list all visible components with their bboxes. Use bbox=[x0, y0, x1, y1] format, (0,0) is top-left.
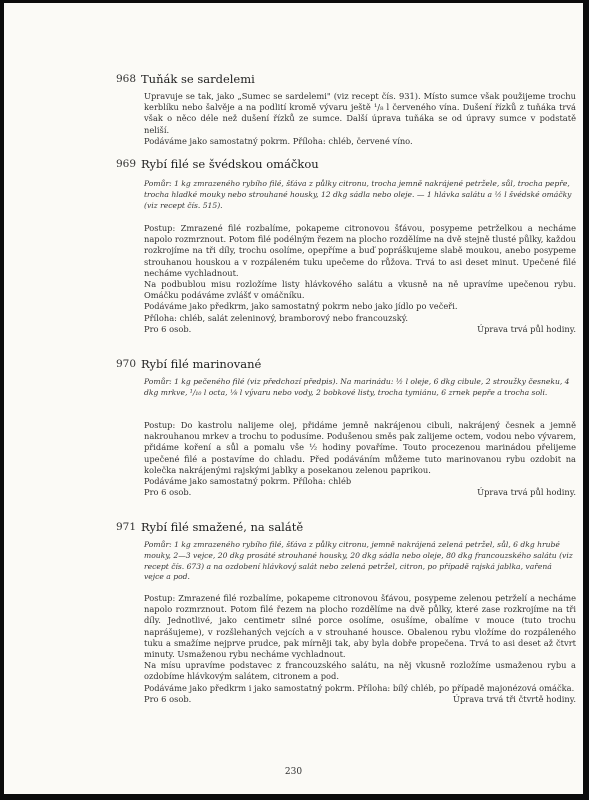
servings: Pro 6 osob. bbox=[144, 323, 192, 334]
recipe-paragraph: Podáváme jako předkrm i jako samostatný pokrm. Příloha: bílý chléb, po případě majonézová omáčka. bbox=[144, 682, 575, 693]
recipe-number: 970 bbox=[116, 358, 137, 370]
cookbook-page bbox=[4, 3, 583, 794]
recipe-paragraph: Upravuje se tak, jako „Sumec se sardelemi" (viz recept čís. 931). Místo sumce však použijeme trochu kerblíku nebo šalvěje a na podlití kromě vývaru ještě ¹/₈ l červeného vína. Dušení řízků z tuňáka trvá však o něco déle než dušení řízků ze sumce. Další úprava tuňáka se od úpravy sumce v podstatě neliší. bbox=[144, 91, 576, 135]
recipe-body bbox=[144, 223, 576, 335]
recipe-number: 971 bbox=[116, 521, 137, 533]
recipe-ingredients: Pomůr: 1 kg zmrazeného rybího filé, šťáva z půlky citronu, jemně nakrájená zelená petržel, sůl, 6 dkg hrubé mouky, 2—3 vejce, 20 dkg prosáté strouhané housky, 20 dkg sádla nebo oleje, 80 dkg francouzského salátu (viz recept čís. 673) a na ozdobení hlávkový salát nebo zelená petržel, citron, po případě rajská jablka, vařená vejce a pod. bbox=[144, 540, 573, 582]
recipe-footer bbox=[144, 324, 576, 335]
recipe-title: Tuňák se sardelemi bbox=[141, 72, 255, 86]
servings: Pro 6 osob. bbox=[144, 693, 192, 704]
recipe-paragraph: Postup: Zmrazené filé rozbalíme, pokapeme citronovou šťávou, posypeme petrželkou a necháme napolo rozmrznout. Potom filé podélným řezem na plocho rozdělíme na dvě stejně tlusté půlky, každou rozkrojíme na tři díly, trochu osolíme, opepříme a buď popráškujeme slabě moukou, anebo posypeme strouhanou houskou a v rozpáleném tuku upečeme do růžova. Trvá to asi deset minut. Upečené filé necháme vychladnout. bbox=[144, 223, 576, 278]
recipe-ingredients: Pomůr: 1 kg pečeného filé (viz předchozí předpis). Na marinádu: ½ l oleje, 6 dkg cibule, 2 stroužky česneku, 4 dkg mrkve, ¹/₁₀ l octa, ⅛ l vývaru nebo vody, 2 bobkové listy, trocha tymiánu, 6 zrnek pepře a trocha soli. bbox=[144, 377, 570, 397]
recipe-paragraph: Podáváme jako samostatný pokrm. Příloha: chléb bbox=[144, 476, 352, 487]
recipe-title: Rybí filé marinované bbox=[141, 357, 262, 371]
recipe-footer bbox=[144, 487, 576, 498]
recipe-paragraph: Postup: Do kastrolu nalijeme olej, přidáme jemně nakrájenou cibuli, nakrájený česnek a jemně nakrouhanou mrkev a trochu to podusíme. Podušenou směs pak zalijeme octem, vodou nebo vývarem, přidáme koření a sůl a pomalu vše ½ hodiny povaříme. Touto procezenou marinádou přelijeme upečené filé a postavíme do chladu. Před podáváním můžeme tuto marinovanou rybu ozdobit na kolečka nakrájenými rajskými jablky a posekanou zelenou paprikou. bbox=[144, 420, 576, 475]
recipe-ingredients: Pomůr: 1 kg zmrazeného rybího filé, šťáva z půlky citronu, trocha jemně nakrájené petržele, sůl, trocha pepře, trocha hladké mouky nebo strouhané housky, 12 dkg sádla nebo oleje. — 1 hlávka salátu a ½ l švédské omáčky (viz recept čís. 515). bbox=[144, 179, 572, 210]
recipe-number: 968 bbox=[116, 73, 137, 85]
recipe-title: Rybí filé smažené, na salátě bbox=[141, 520, 304, 534]
servings: Pro 6 osob. bbox=[144, 487, 192, 498]
recipe-paragraph: Na mísu upravíme podstavec z francouzského salátu, na něj vkusně rozložíme usmaženou rybu a ozdobíme hlávkovým salátem, citronem a pod. bbox=[144, 660, 576, 682]
recipe-paragraph: Podáváme jako předkrm, jako samostatný pokrm nebo jako jídlo po večeři. bbox=[144, 301, 458, 312]
recipe-paragraph: Na podbublou misu rozložíme listy hlávkového salátu a vkusně na ně upravíme upečenou rybu. Omáčku podáváme zvlášť v omáčníku. bbox=[144, 279, 576, 301]
page-number: 230 bbox=[284, 767, 303, 777]
recipe-body bbox=[144, 593, 576, 705]
prep-time: Úprava trvá půl hodiny. bbox=[477, 323, 576, 334]
recipe-paragraph: Podáváme jako samostatný pokrm. Příloha: chléb, červené víno. bbox=[144, 135, 413, 146]
prep-time: Úprava trvá půl hodiny. bbox=[477, 487, 576, 498]
recipe-title: Rybí filé se švédskou omáčkou bbox=[141, 157, 319, 171]
recipe-body bbox=[144, 420, 576, 498]
recipe-paragraph: Příloha: chléb, salát zeleninový, bramborový nebo francouzský. bbox=[144, 312, 408, 323]
recipe-number: 969 bbox=[116, 158, 137, 170]
recipe-paragraph: Postup: Zmrazené filé rozbalíme, pokapeme citronovou šťávou, posypeme zelenou petrželí a necháme napolo rozmrznout. Potom filé řezem na plocho rozdělíme na dvě půlky, které zase rozkrojíme na tři díly. Jednotlivé, jako centimetr silné porce osolíme, osušíme, obalíme v mouce (tuto trochu naprášujeme), v rozšlehaných vejcích a v strouhané housce. Obalenou rybu vložíme do rozpáleného tuku a smažíme nejprve prudce, pak mírněji tak, aby byla dobře propečena. Trvá to asi deset až čtvrt minuty. Usmaženou rybu necháme vychladnout. bbox=[144, 593, 576, 660]
recipe-footer bbox=[144, 694, 576, 705]
prep-time: Úprava trvá tři čtvrtě hodiny. bbox=[452, 693, 576, 704]
recipe-body bbox=[144, 91, 576, 147]
